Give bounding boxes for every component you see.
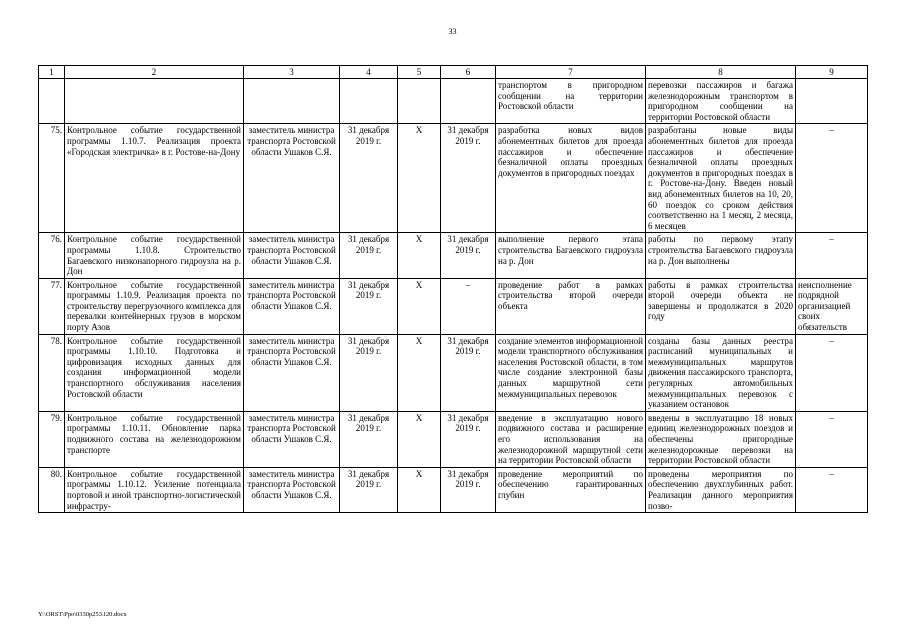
row-number: 80. — [39, 467, 65, 512]
empty-cell — [441, 79, 496, 124]
header-cell: 6 — [441, 66, 496, 79]
empty-cell — [65, 79, 244, 124]
table-row — [39, 467, 868, 512]
expected-result-cell: создание элементов информационной модели транспортного обслуживания населения Ростовской области, в том числе создание электронной базы данных маршрутной сети межмуниципальных перевозок — [496, 334, 646, 411]
row-number: 78. — [39, 334, 65, 411]
empty-cell — [398, 79, 441, 124]
actual-result-cell: разработаны новые виды абонементных билетов для проезда пассажиров и обеспечение безналичной оплаты проездных документов в пригородных поездах в г. Ростове-на-Дону. Введен новый вид абонементных билетов на 10, 20, 60 поездок со сроком действия соответственно на 1 месяц, 2 месяца, 6 месяцев — [646, 124, 796, 233]
plan-date-cell: 31 декабря 2019 г. — [340, 411, 398, 467]
responsible-cell: заместитель министра транспорта Ростовской области Ушаков С.Я. — [244, 467, 340, 512]
note-cell: – — [796, 124, 868, 233]
plan-date-cell: 31 декабря 2019 г. — [340, 233, 398, 278]
table-row — [39, 233, 868, 278]
row-number: 77. — [39, 278, 65, 334]
responsible-cell: заместитель министра транспорта Ростовской области Ушаков С.Я. — [244, 233, 340, 278]
plan-date-cell: 31 декабря 2019 г. — [340, 467, 398, 512]
expected-result-cell: введение в эксплуатацию нового подвижного состава и расширение его использования на железнодорожной маршрутной сети на территории Ростовской области — [496, 411, 646, 467]
responsible-cell: заместитель министра транспорта Ростовской области Ушаков С.Я. — [244, 411, 340, 467]
plan-date-cell: 31 декабря 2019 г. — [340, 124, 398, 233]
responsible-cell: заместитель министра транспорта Ростовской области Ушаков С.Я. — [244, 278, 340, 334]
fact-date-cell: 31 декабря 2019 г. — [441, 334, 496, 411]
responsible-cell: заместитель министра транспорта Ростовской области Ушаков С.Я. — [244, 334, 340, 411]
fact-date-cell: 31 декабря 2019 г. — [441, 467, 496, 512]
empty-cell — [39, 79, 65, 124]
event-name-cell: Контрольное событие государственной программы 1.10.12. Усиление потенциала портовой и иной транспортно-логистической инфрастру- — [65, 467, 244, 512]
header-cell: 5 — [398, 66, 441, 79]
header-cell: 9 — [796, 66, 868, 79]
note-cell: неисполнение подрядной организацией своих обязательств — [796, 278, 868, 334]
event-name-cell: Контрольное событие государственной программы 1.10.10. Подготовка и цифровизация исходных данных для создания информационной модели транспортного обслуживания населения Ростовской области — [65, 334, 244, 411]
actual-result-cell: перевозки пассажиров и багажа железнодорожным транспортом в пригородном сообщении на территории Ростовской области — [646, 79, 796, 124]
empty-cell — [244, 79, 340, 124]
expected-result-cell: проведение мероприятий по обеспечению гарантированных глубин — [496, 467, 646, 512]
expected-result-cell: разработка новых видов абонементных билетов для проезда пассажиров и обеспечение безналичной оплаты проездных документов в пригородных поездах — [496, 124, 646, 233]
actual-result-cell: созданы базы данных реестра расписаний муниципальных и межмуниципальных маршрутов движения пассажирского транспорта, регулярных автомобильных межмуниципальных перевозок с указанием остановок — [646, 334, 796, 411]
table-row — [39, 411, 868, 467]
table-row — [39, 124, 868, 233]
plan-date-cell: 31 декабря 2019 г. — [340, 334, 398, 411]
expected-result-cell: проведение работ в рамках строительства второй очереди объекта — [496, 278, 646, 334]
row-number: 79. — [39, 411, 65, 467]
event-name-cell: Контрольное событие государственной программы 1.10.9. Реализация проекта по строительству перегрузочного комплекса для перевалки контейнерных грузов в морском порту Азов — [65, 278, 244, 334]
actual-result-cell: работы в рамках строительства второй очереди объекта не завершены и продолжатся в 2020 году — [646, 278, 796, 334]
row-number: 76. — [39, 233, 65, 278]
table-row — [39, 278, 868, 334]
fact-date-cell: 31 декабря 2019 г. — [441, 124, 496, 233]
note-cell: – — [796, 233, 868, 278]
header-cell: 3 — [244, 66, 340, 79]
header-cell: 8 — [646, 66, 796, 79]
x-mark-cell: X — [398, 278, 441, 334]
page-number: 33 — [448, 27, 457, 36]
header-cell: 4 — [340, 66, 398, 79]
actual-result-cell: проведены мероприятия по обеспечению двухглубинных работ. Реализация данного мероприятия позво- — [646, 467, 796, 512]
note-cell: – — [796, 334, 868, 411]
event-name-cell: Контрольное событие государственной программы 1.10.8. Строительство Багаевского низконапорного гидроузла на р. Дон — [65, 233, 244, 278]
header-cell: 1 — [39, 66, 65, 79]
header-cell: 2 — [65, 66, 244, 79]
note-cell: – — [796, 411, 868, 467]
fact-date-cell: 31 декабря 2019 г. — [441, 233, 496, 278]
x-mark-cell: X — [398, 233, 441, 278]
continuation-row — [39, 79, 868, 124]
expected-result-cell: транспортом в пригородном сообщении на территории Ростовской области — [496, 79, 646, 124]
file-path-footer: Y:\ORST\Ppo\0330p253.f20.docx — [38, 611, 127, 618]
x-mark-cell: X — [398, 124, 441, 233]
x-mark-cell: X — [398, 334, 441, 411]
actual-result-cell: работы по первому этапу строительства Багаевского гидроузла на р. Дон выполнены — [646, 233, 796, 278]
note-cell — [796, 79, 868, 124]
plan-date-cell: 31 декабря 2019 г. — [340, 278, 398, 334]
x-mark-cell: X — [398, 411, 441, 467]
x-mark-cell: X — [398, 467, 441, 512]
row-number: 75. — [39, 124, 65, 233]
event-name-cell: Контрольное событие государственной программы 1.10.7. Реализация проекта «Городская электричка» в г. Ростове-на-Дону — [65, 124, 244, 233]
empty-cell — [340, 79, 398, 124]
report-table — [38, 65, 868, 513]
header-cell: 7 — [496, 66, 646, 79]
note-cell: – — [796, 467, 868, 512]
expected-result-cell: выполнение первого этапа строительства Багаевского гидроузла на р. Дон — [496, 233, 646, 278]
fact-date-cell: – — [441, 278, 496, 334]
table-row — [39, 334, 868, 411]
header-row — [39, 66, 868, 79]
event-name-cell: Контрольное событие государственной программы 1.10.11. Обновление парка подвижного состава на железнодорожном транспорте — [65, 411, 244, 467]
actual-result-cell: введены в эксплуатацию 18 новых единиц железнодорожных поездов и обеспечены пригородные железнодорожные перевозки на территории Ростовской области — [646, 411, 796, 467]
responsible-cell: заместитель министра транспорта Ростовской области Ушаков С.Я. — [244, 124, 340, 233]
fact-date-cell: 31 декабря 2019 г. — [441, 411, 496, 467]
